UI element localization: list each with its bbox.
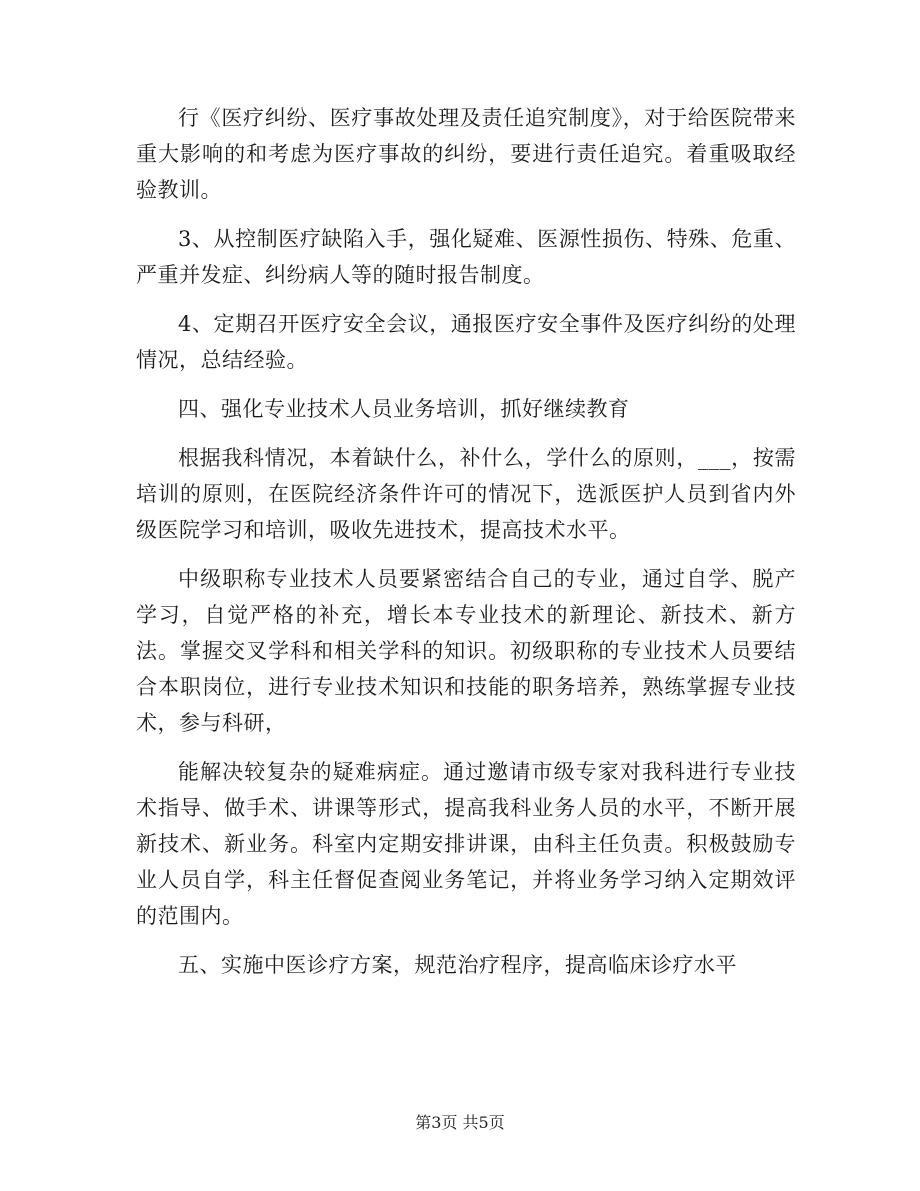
paragraph-item-4-safety-meetings: 4、定期召开医疗安全会议，通报医疗安全事件及医疗纠纷的处理情况，总结经验。: [136, 312, 796, 372]
section-heading-4-training: 四、强化专业技术人员业务培训，抓好继续教育: [178, 397, 630, 421]
section-heading-5-tcm-diagnosis: 五、实施中医诊疗方案，规范治疗程序，提高临床诊疗水平: [178, 953, 737, 977]
paragraph-medical-dispute-accountability: 行《医疗纠纷、医疗事故处理及责任追究制度》，对于给医院带来重大影响的和考虑为医疗事故的纠纷，要进行责任追究。着重吸取经验教训。: [136, 106, 796, 202]
paragraph-expert-guidance: 能解决较复杂的疑难病症。通过邀请市级专家对我科进行专业技术指导、做手术、讲课等形式，提高我科业务人员的水平，不断开展新技术、新业务。科室内定期安排讲课，由科主任负责。积极鼓励专业人员自学，科主任督促查阅业务笔记，并将业务学习纳入定期效评的范围内。: [136, 760, 796, 928]
document-body: [136, 100, 796, 996]
page-footer: [0, 1113, 920, 1133]
page-number-label: 第3页 共5页: [415, 1113, 505, 1132]
paragraph-item-3-reporting-system: 3、从控制医疗缺陷入手，强化疑难、医源性损伤、特殊、危重、严重并发症、纠纷病人等的随时报告制度。: [136, 227, 796, 287]
paragraph-intermediate-staff: 中级职称专业技术人员要紧密结合自己的专业，通过自学、脱产学习，自觉严格的补充，增长本专业技术的新理论、新技术、新方法。掌握交叉学科和相关学科的知识。初级职称的专业技术人员要结合本职岗位，进行专业技术知识和技能的职务培养，熟练掌握专业技术，参与科研，: [136, 567, 796, 735]
paragraph-training-principles: 根据我科情况，本着缺什么，补什么，学什么的原则，___，按需培训的原则，在医院经济条件许可的情况下，选派医护人员到省内外级医院学习和培训，吸收先进技术，提高技术水平。: [136, 446, 796, 542]
